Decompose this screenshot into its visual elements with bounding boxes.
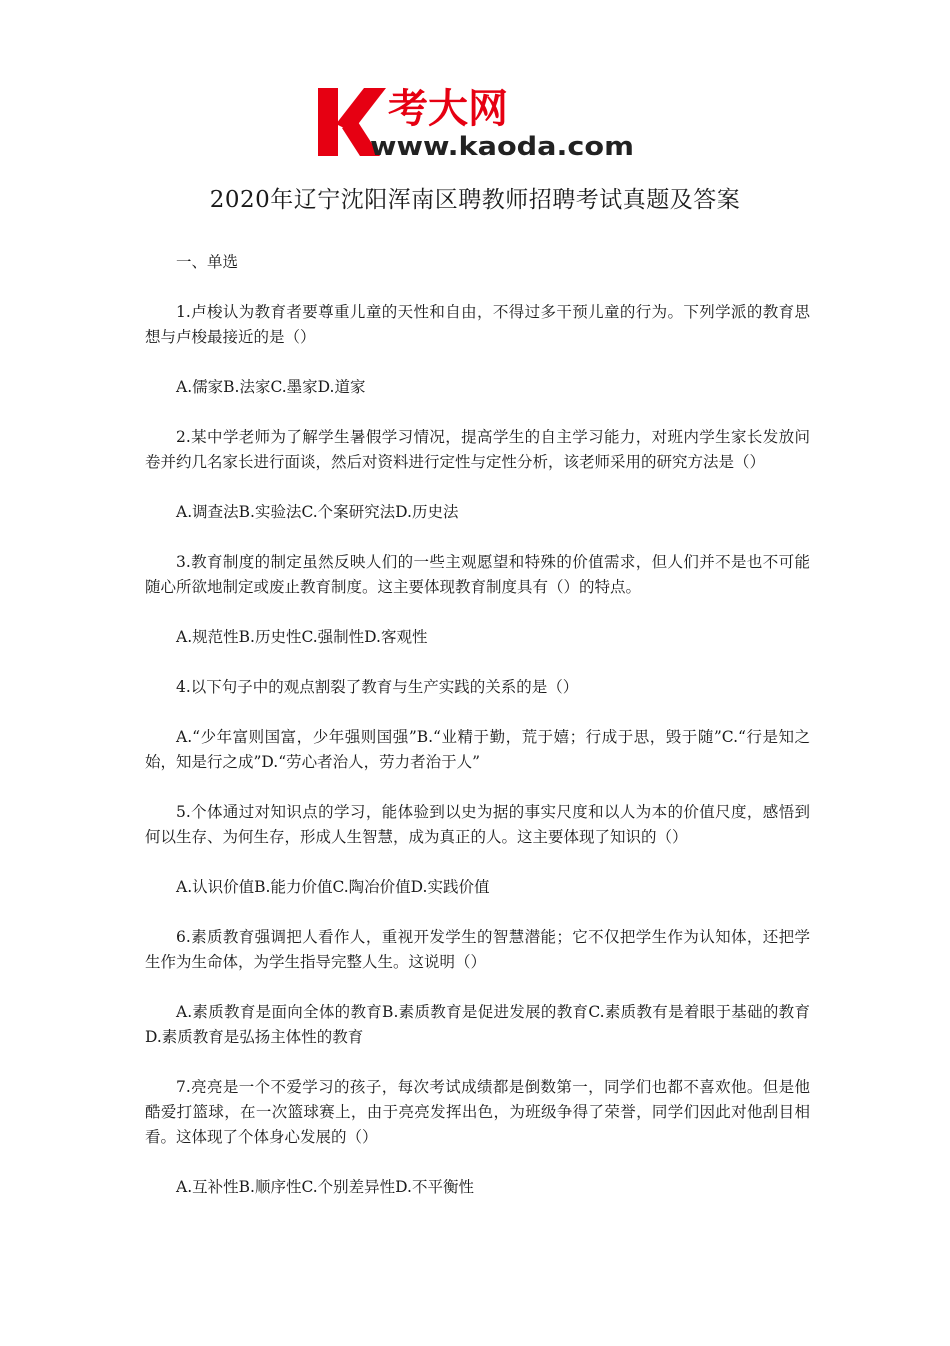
question-1-stem: 1.卢梭认为教育者要尊重儿童的天性和自由，不得过多干预儿童的行为。下列学派的教育思想与卢梭最接近的是（） bbox=[145, 303, 810, 346]
question-7-stem: 7.亮亮是一个不爱学习的孩子，每次考试成绩都是倒数第一，同学们也都不喜欢他。但是他酷爱打篮球，在一次篮球赛上，由于亮亮发挥出色，为班级争得了荣誉，同学们因此对他刮目相看。这体现了个体身心发展的（） bbox=[145, 1078, 810, 1146]
question-3-options: A.规范性B.历史性C.强制性D.客观性 bbox=[176, 628, 428, 646]
question-5-options: A.认识价值B.能力价值C.陶冶价值D.实践价值 bbox=[176, 878, 490, 896]
question-7-options: A.互补性B.顺序性C.个别差异性D.不平衡性 bbox=[176, 1178, 474, 1196]
section-heading: 一、单选 bbox=[176, 253, 239, 271]
question-2-stem: 2.某中学老师为了解学生暑假学习情况，提高学生的自主学习能力，对班内学生家长发放问卷并约几名家长进行面谈，然后对资料进行定性与定性分析，该老师采用的研究方法是（） bbox=[145, 428, 810, 471]
question-4-options: A.“少年富则国富，少年强则国强”B.“业精于勤，荒于嬉；行成于思，毁于随”C.“行是知之始，知是行之成”D.“劳心者治人，劳力者治于人” bbox=[145, 728, 810, 771]
brand-text: 考大网 bbox=[388, 86, 508, 132]
site-logo bbox=[318, 82, 638, 162]
question-4-stem: 4.以下句子中的观点割裂了教育与生产实践的关系的是（） bbox=[176, 678, 579, 696]
question-3-stem: 3.教育制度的制定虽然反映人们的一些主观愿望和特殊的价值需求，但人们并不是也不可能随心所欲地制定或废止教育制度。这主要体现教育制度具有（）的特点。 bbox=[145, 553, 810, 596]
url-text: www.kaoda.com bbox=[370, 132, 634, 162]
document-body bbox=[145, 250, 810, 1225]
document-title: 2020年辽宁沈阳浑南区聘教师招聘考试真题及答案 bbox=[209, 187, 741, 213]
question-2-options: A.调查法B.实验法C.个案研究法D.历史法 bbox=[176, 503, 459, 521]
question-6-options: A.素质教育是面向全体的教育B.素质教育是促进发展的教育C.素质教有是着眼于基础的教育D.素质教育是弘扬主体性的教育 bbox=[145, 1003, 810, 1046]
question-5-stem: 5.个体通过对知识点的学习，能体验到以史为据的事实尺度和以人为本的价值尺度，感悟到何以生存、为何生存，形成人生智慧，成为真正的人。这主要体现了知识的（） bbox=[145, 803, 810, 846]
kaoda-logo-graphic bbox=[318, 82, 638, 162]
question-6-stem: 6.素质教育强调把人看作人，重视开发学生的智慧潜能；它不仅把学生作为认知体，还把学生作为生命体，为学生指导完整人生。这说明（） bbox=[145, 928, 810, 971]
question-1-options: A.儒家B.法家C.墨家D.道家 bbox=[176, 378, 366, 396]
